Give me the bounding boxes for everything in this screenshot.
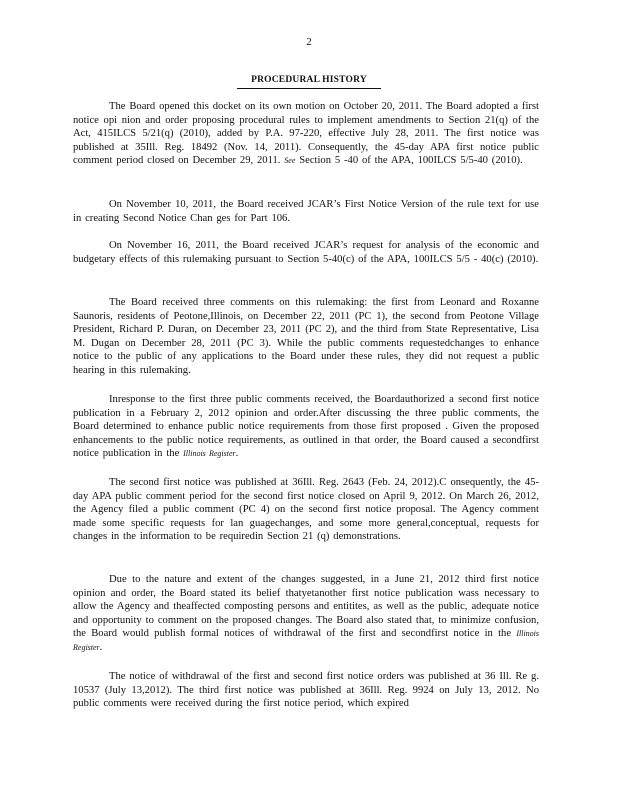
- paragraph-second-first-notice-published: The second first notice was published at 36Ill. Reg. 2643 (Feb. 24, 2012).C onsequently, the 45-day APA public comment period for the second first notice closed on April 9, 2012. On March 26, 2012, the Agency filed a public comment (PC 4) on the second first notice proposal. The Agency comment made some specific requests for lan guagechanges, and some more general,conceptual, requests for changes in the information to be requiredin Section 21 (q) demonstrations.: [73, 477, 539, 543]
- paragraph-text: Inresponse to the first three public comments received, the Boardauthorized a second first notice publication in a February 2, 2012 opinion and order.After discussing the three public comments, the Board determined to enhance public notice requirements from those first proposed . Given the proposed enhancements to the public notice requirements, as outlined in that order, the Board caused a secondfirst notice publication in the: [73, 394, 539, 460]
- publication-name: Illinois Register: [183, 449, 236, 459]
- paragraph-second-first-notice-order: [73, 393, 539, 461]
- citation-signal: See: [284, 156, 296, 166]
- section-heading: [0, 74, 618, 89]
- paragraph-jcar-first-notice: On November 10, 2011, the Board received JCAR’s First Notice Version of the rule text for use in creating Second Notice Chan ges for Part 106.: [73, 199, 539, 224]
- paragraph-text: Due to the nature and extent of the changes suggested, in a June 21, 2012 third first notice opinion and order, the Board stated its belief thatyetanother first notice publication wass necessary to allow the Agency and theaffected composting persons and entitites, as well as the public, adequate notice and opportunity to comment on the proposed changes. The Board also stated that, to minimize confusion, the Board would publish formal notices of withdrawal of the first and secondfirst notice in the: [73, 574, 539, 640]
- paragraph-public-comments: The Board received three comments on this rulemaking: the first from Leonard and Roxanne Saunoris, residents of Peotone,Illinois, on December 22, 2011 (PC 1), the second from Peotone Village President, Richard P. Duran, on December 23, 2011 (PC 2), and the third from State Representative, Lisa M. Dugan on December 28, 2011 (PC 3). While the public comments requestedchanges to enhance notice to the public of any applications to the Board under these rules, they did not request a public hearing in this rulemaking.: [73, 297, 539, 376]
- paragraph-notice-of-withdrawal: The notice of withdrawal of the first and second first notice orders was published at 36 Ill. Re g. 10537 (July 13,2012). The third first notice was published at 36Ill. Reg. 9924 on July 13, 2012. No public comments were received during the first notice period, which expired: [73, 671, 539, 710]
- section-heading-text: PROCEDURAL HISTORY: [237, 74, 381, 89]
- paragraph-text: Section 5 -40 of the APA, 100ILCS 5/5-40 (2010).: [295, 155, 523, 167]
- publication-name: Illinois Register: [73, 629, 539, 652]
- paragraph-jcar-request: On November 16, 2011, the Board received JCAR’s request for analysis of the economic and budgetary effects of this rulemaking pursuant to Section 5-40(c) of the APA, 100ILCS 5/5 - 40(c) (2010).: [73, 240, 539, 265]
- paragraph-text: .: [235, 448, 239, 460]
- paragraph-text: The Board opened this docket on its own motion on October 20, 2011. The Board adopted a first notice opi nion and order proposing procedural rules to implement amendments to Section 21(q) of the Act, 415ILCS 5/21(q) (2010), added by P.A. 97-220, effective July 28, 2011. The first notice was published at 35Ill. Reg. 18492 (Nov. 14, 2011). Consequently, the 45-day APA first notice public comment period closed on December 29, 2011.: [73, 101, 539, 167]
- page-number: 2: [306, 36, 312, 48]
- paragraph-text: .: [99, 641, 103, 653]
- paragraph-third-first-notice-order: [73, 573, 539, 655]
- paragraph-docket-opened: [73, 100, 539, 168]
